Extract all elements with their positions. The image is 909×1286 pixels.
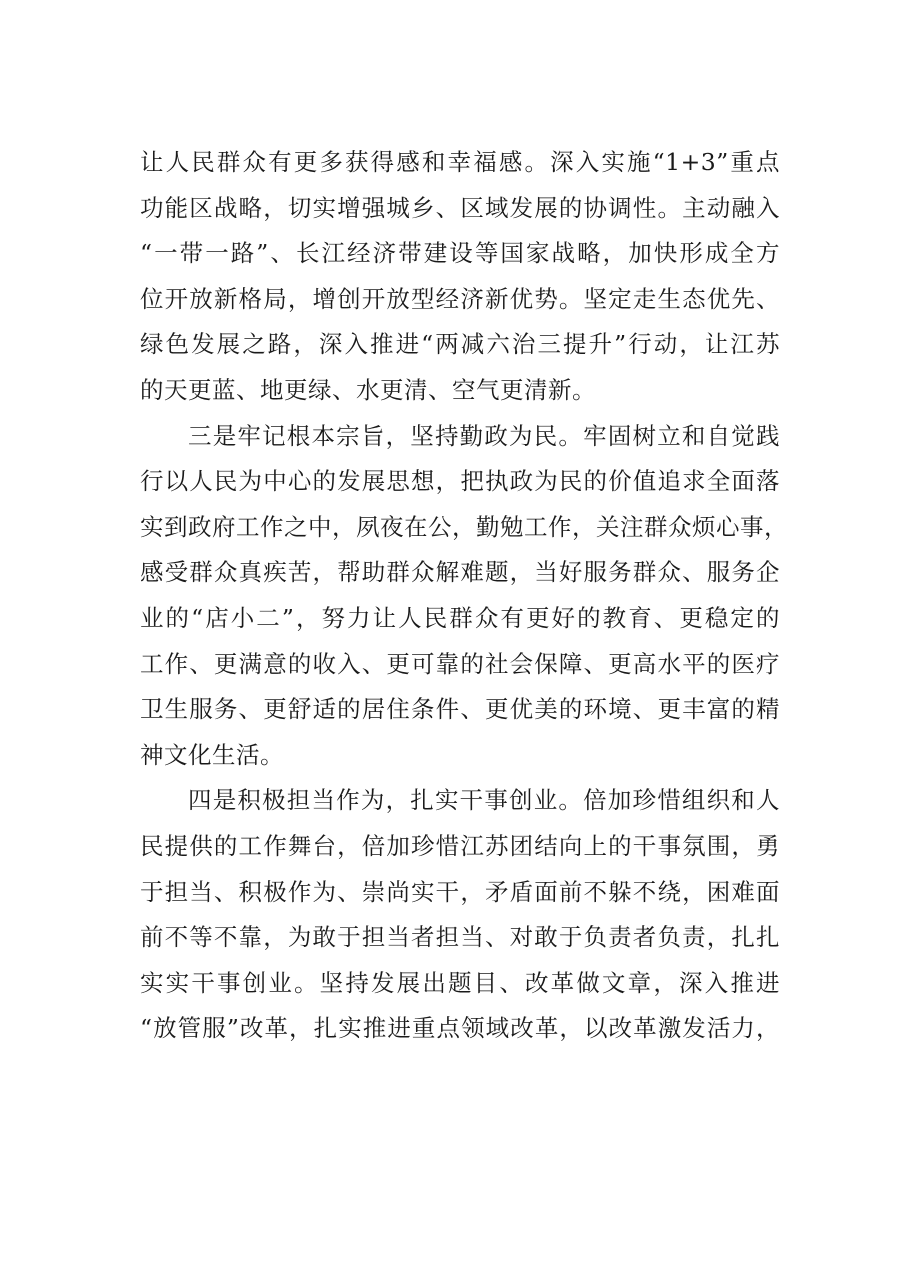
text-line: 三是牢记根本宗旨，坚持勤政为民。牢固树立和自觉践	[188, 421, 780, 450]
text-line: 于担当、积极作为、崇尚实干，矛盾面前不躲不绕，困难面	[140, 877, 780, 906]
text-line: 四是积极担当作为，扎实干事创业。倍加珍惜组织和人	[188, 786, 780, 815]
text-line: 位开放新格局，增创开放型经济新优势。坚定走生态优先、	[140, 284, 780, 313]
document-body	[140, 140, 788, 1052]
text-line: 行以人民为中心的发展思想，把执政为民的价值追求全面落	[140, 467, 780, 496]
text-line: 实到政府工作之中，夙夜在公，勤勉工作，关注群众烦心事，	[140, 512, 788, 541]
paragraph-1	[140, 140, 780, 414]
text-line: 感受群众真疾苦，帮助群众解难题，当好服务群众、服务企	[140, 558, 780, 587]
text-line: “放管服”改革，扎实推进重点领域改革，以改革激发活力，	[140, 1014, 780, 1043]
text-line: 业的“店小二”，努力让人民群众有更好的教育、更稳定的	[140, 603, 780, 632]
text-line: 神文化生活。	[140, 740, 284, 769]
paragraph-2	[140, 414, 788, 779]
text-line: 绿色发展之路，深入推进“两减六治三提升”行动，让江苏	[140, 330, 780, 359]
text-line: 实实干事创业。坚持发展出题目、改革做文章，深入推进	[140, 968, 780, 997]
paragraph-3	[140, 778, 780, 1052]
text-line: 让人民群众有更多获得感和幸福感。深入实施“1+3”重点	[140, 148, 780, 176]
text-line: “一带一路”、长江经济带建设等国家战略，加快形成全方	[140, 239, 780, 268]
text-line: 民提供的工作舞台，倍加珍惜江苏团结向上的干事氛围，勇	[140, 831, 780, 860]
text-line: 工作、更满意的收入、更可靠的社会保障、更高水平的医疗	[140, 649, 780, 678]
text-line: 的天更蓝、地更绿、水更清、空气更清新。	[140, 375, 596, 404]
text-line: 功能区战略，切实增强城乡、区域发展的协调性。主动融入	[140, 193, 780, 222]
text-line: 卫生服务、更舒适的居住条件、更优美的环境、更丰富的精	[140, 695, 780, 724]
text-line: 前不等不靠，为敢于担当者担当、对敢于负责者负责，扎扎	[140, 923, 780, 952]
